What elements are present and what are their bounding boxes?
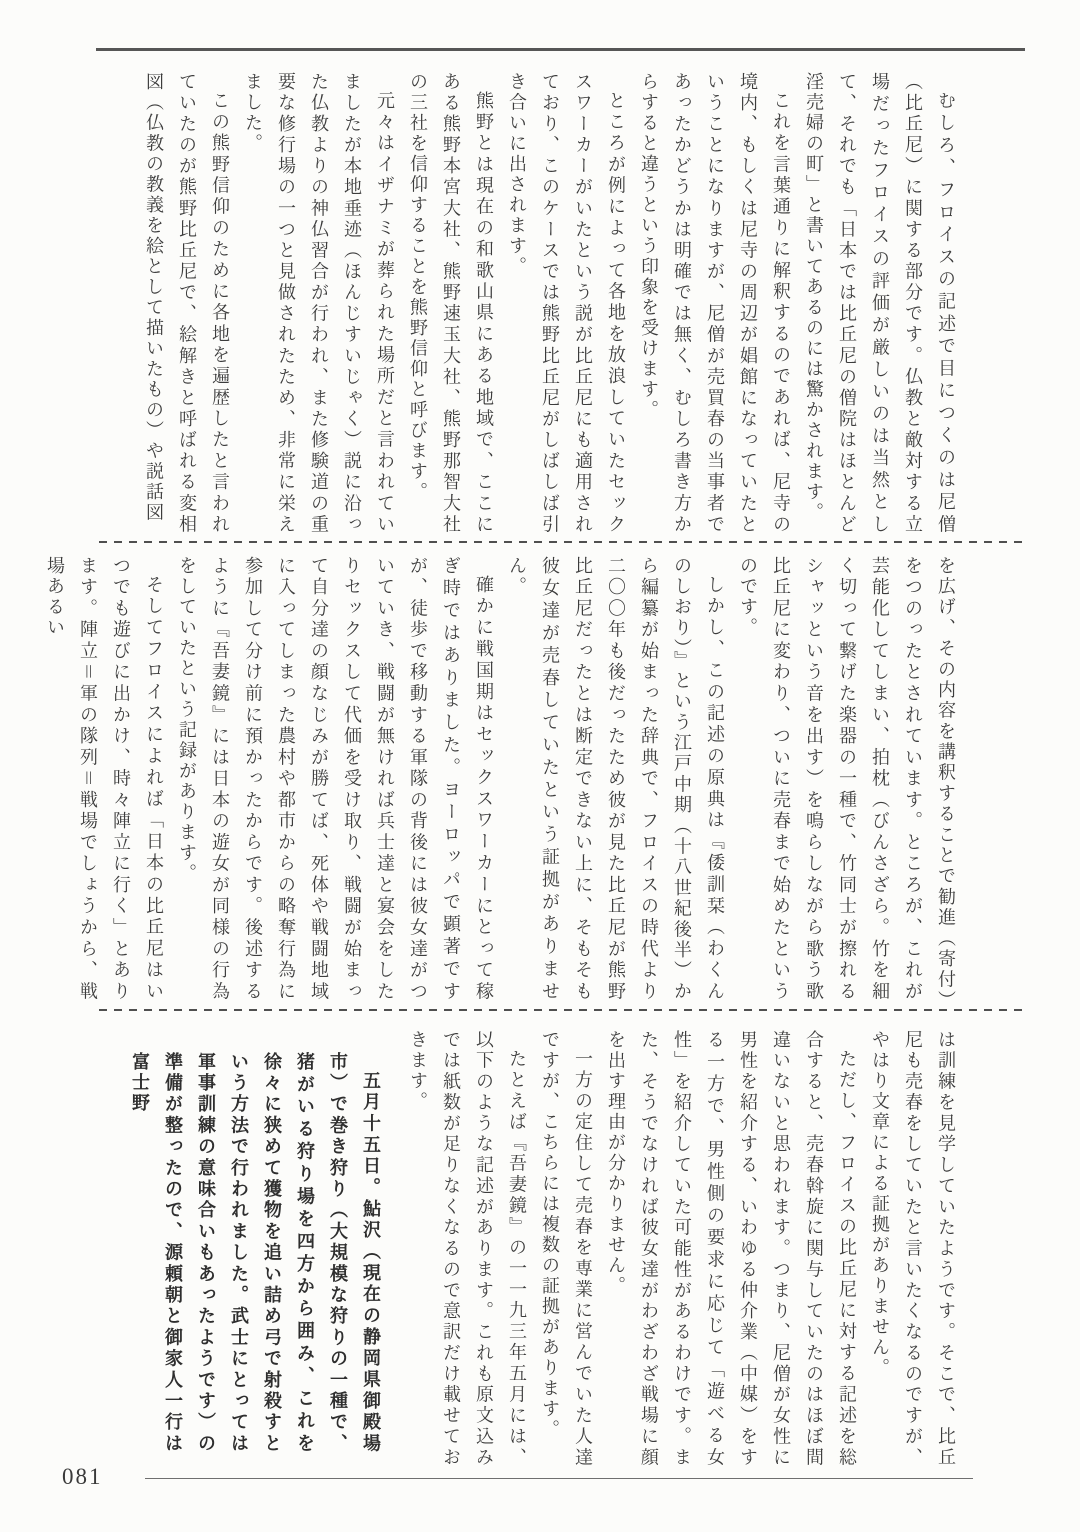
dashed-separator — [99, 541, 1025, 543]
page-number: 081 — [62, 1464, 103, 1489]
paragraph: むしろ、フロイスの記述で目につくのは尼僧（比丘尼）に関する部分です。仏教と敵対する立場だったフロイスの評価が厳しいのは当然として、それでも「日本では比丘尼の僧院はほとんど淫売婦の町」と書いてあるのには驚かされます。 — [804, 72, 956, 535]
dashed-separator — [99, 1009, 1025, 1011]
paragraph: この熊野信仰のために各地を遍歴したと言われていたのが熊野比丘尼で、絵解きと呼ばれる変相図（仏教の教義を絵として描いたもの）や説話図 — [144, 72, 230, 536]
paragraph: 一方の定住して売春を専業に営んでいた人達ですが、こちらには複数の証拠があります。 — [540, 1030, 593, 1468]
paragraph: 確かに戦国期はセックスワーカーにとって稼ぎ時ではありました。ヨーロッパで顕著ですが、徒歩で移動する軍隊の背後には彼女達がついていき、戦闘が無ければ兵士達と宴会をしたりセックスして代価を受け取り、戦闘が始まって自分達の顔なじみが勝てば、死体や戦闘地域に入ってしまった農村や都市からの略奪行為に参加して分け前に預かったからです。後述するように『吾妻鏡』には日本の遊女が同様の行為をしていたという記録があります。 — [177, 556, 494, 1002]
text-band-top — [114, 72, 962, 535]
paragraph: ただし、フロイスの比丘尼に対する記述を総合すると、売春斡旋に関与していたのはほぼ間違いないと思われます。つまり、尼僧が女性に男性を紹介する、いわゆる仲介業（中媒）をする一方で、男性側の要求に応じて「遊べる女性」を紹介していた可能性があるわけです。また、そうでなければ彼女達がわざわざ戦場に顔を出す理由が分かりません。 — [606, 1030, 857, 1468]
paragraph: これを言葉通りに解釈するのであれば、尼寺の境内、もしくは尼寺の周辺が娼館になっていたということになりますが、尼僧が売買春の当事者であったかどうかは明確では無く、むしろ書き方からすると違うという印象を受けます。 — [639, 72, 791, 535]
footer-rule — [145, 1478, 973, 1479]
paragraph: そしてフロイスによれば「日本の比丘尼はいつでも遊びに出かけ、時々陣立に行く」とあります。陣立＝軍の隊列＝戦場でしょうから、戦場あるい — [45, 556, 164, 1002]
paragraph: しかし、この記述の原典は『倭訓栞（わくんのしおり）』という江戸中期（十八世紀後半）から編纂が始まった辞典で、フロイスの時代より二〇〇年も後だったため彼が見た比丘尼が熊野比丘尼だったとは断定できない上に、そもそも彼女達が売春していたという証拠がありません。 — [507, 556, 725, 1002]
top-rule — [96, 48, 1025, 51]
text-band-bottom — [114, 1030, 962, 1468]
paragraph-continuation: は訓練を見学していたようです。そこで、比丘尼も売春をしていたと言いたくなるのですが、やはり文章による証拠がありません。 — [870, 1030, 956, 1468]
paragraph: 元々はイザナミが葬られた場所だと言われていましたが本地垂迹（ほんじすいじゃく）説に沿った仏教よりの神仏習合が行われ、また修験道の重要な修行場の一つと見做されたため、非常に栄えました。 — [243, 72, 395, 535]
paragraph: ところが例によって各地を放浪していたセックスワーカーがいたという説が比丘尼にも適用されており、このケースでは熊野比丘尼がしばしば引き合いに出されます。 — [507, 72, 626, 535]
block-quote-gothic: 五月十五日。鮎沢（現在の静岡県御殿場市）で巻き狩り（大規模な狩りの一種で、猪がいる狩り場を四方から囲み、これを徐々に狭めて獲物を追い詰め弓で射殺すという方法で行われました。武士にとっては軍事訓練の意味合いもあったようです）の準備が整ったので、源頼朝と御家人一行は富士野 — [130, 1052, 381, 1455]
paragraph: 熊野とは現在の和歌山県にある地域で、ここにある熊野本宮大社、熊野速玉大社、熊野那智大社の三社を信仰することを熊野信仰と呼びます。 — [408, 72, 494, 535]
text-band-middle — [45, 556, 962, 1002]
paragraph: たとえば『吾妻鏡』の一一九三年五月には、以下のような記述があります。これも原文込みでは紙数が足りなくなるので意訳だけ載せておきます。 — [408, 1030, 527, 1468]
paragraph-continuation: を広げ、その内容を講釈することで勧進（寄付）をつのったとされています。ところが、これが芸能化してしまい、拍枕（びんさざら。竹を細く切って繋げた楽器の一種で、竹同士が擦れるシャッという音を出す）を鳴らしながら歌う歌比丘尼に変わり、ついに売春まで始めたというのです。 — [738, 556, 956, 1002]
